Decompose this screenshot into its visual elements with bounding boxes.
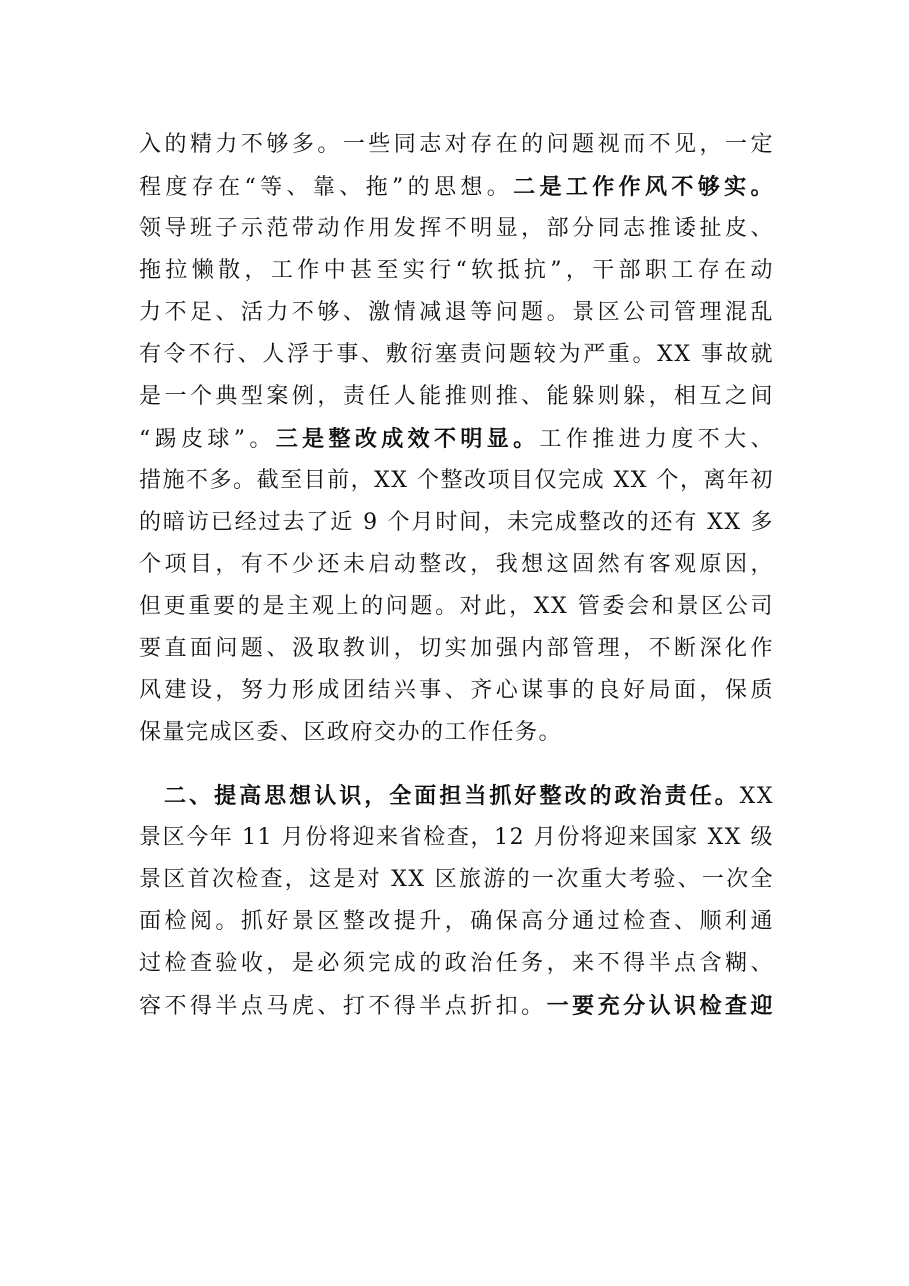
text-line bbox=[139, 334, 774, 376]
text-run: 拖拉懒散，工作中甚至实行“软抵抗”，干部职工存在动 bbox=[139, 258, 774, 283]
text-line bbox=[139, 208, 774, 250]
text-run: 程度存在“等、靠、拖”的思想。 bbox=[139, 175, 514, 200]
text-run: 景区首次检查，这是对 XX 区旅游的一次重大考验、一次全 bbox=[139, 867, 774, 892]
text-run: 工作推进力度不大、 bbox=[539, 427, 774, 452]
paragraph-1 bbox=[139, 124, 774, 754]
text-line bbox=[139, 859, 774, 901]
text-run: 入的精力不够多。一些同志对存在的问题视而不见，一定 bbox=[139, 132, 774, 157]
text-line bbox=[139, 502, 774, 544]
text-run: 力不足、活力不够、激情减退等问题。景区公司管理混乱 bbox=[139, 300, 774, 325]
paragraph-2 bbox=[139, 775, 774, 1027]
text-line bbox=[139, 775, 774, 817]
text-line bbox=[139, 460, 774, 502]
text-run: 个项目，有不少还未启动整改，我想这固然有客观原因， bbox=[139, 552, 774, 577]
text-line bbox=[139, 544, 774, 586]
text-line bbox=[139, 712, 774, 754]
bold-text-run: 一要充分认识检查迎 bbox=[546, 993, 774, 1019]
bold-text-run: 二、提高思想认识，全面担当抓好整改的政治责任。 bbox=[139, 783, 740, 809]
text-line bbox=[139, 418, 774, 460]
text-run: 的暗访已经过去了近 9 个月时间，未完成整改的还有 XX 多 bbox=[139, 510, 774, 535]
text-run: 领导班子示范带动作用发挥不明显，部分同志推诿扯皮、 bbox=[139, 216, 774, 241]
text-run: 要直面问题、汲取教训，切实加强内部管理，不断深化作 bbox=[139, 636, 774, 661]
text-line bbox=[139, 124, 774, 166]
text-line bbox=[139, 250, 774, 292]
text-run: 是一个典型案例，责任人能推则推、能躲则躲，相互之间 bbox=[139, 384, 774, 409]
text-run: 容不得半点马虎、打不得半点折扣。 bbox=[139, 994, 547, 1019]
text-line bbox=[139, 901, 774, 943]
bold-text-run: 三是整改成效不明显。 bbox=[275, 426, 540, 452]
text-run: 有令不行、人浮于事、敷衍塞责问题较为严重。XX 事故就 bbox=[139, 342, 774, 367]
text-run: 但更重要的是主观上的问题。对此，XX 管委会和景区公司 bbox=[139, 594, 774, 619]
text-line bbox=[139, 166, 774, 208]
text-line bbox=[139, 817, 774, 859]
text-run: 措施不多。截至目前，XX 个整改项目仅完成 XX 个，离年初 bbox=[139, 468, 774, 493]
text-run: 面检阅。抓好景区整改提升，确保高分通过检查、顺利通 bbox=[139, 909, 774, 934]
bold-text-run: 二是工作作风不够实。 bbox=[513, 174, 774, 200]
text-run: 风建设，努力形成团结兴事、齐心谋事的良好局面，保质 bbox=[139, 678, 774, 703]
text-line bbox=[139, 292, 774, 334]
text-run: 保量完成区委、区政府交办的工作任务。 bbox=[139, 720, 563, 745]
text-line bbox=[139, 586, 774, 628]
text-line bbox=[139, 376, 774, 418]
text-run: 过检查验收，是必须完成的政治任务，来不得半点含糊、 bbox=[139, 951, 774, 976]
document-body bbox=[139, 124, 774, 1027]
text-run: “踢皮球”。 bbox=[139, 427, 276, 452]
text-line bbox=[139, 985, 774, 1027]
text-line bbox=[139, 628, 774, 670]
text-run: XX bbox=[739, 784, 774, 809]
text-run: 景区今年 11 月份将迎来省检查，12 月份将迎来国家 XX 级 bbox=[139, 825, 774, 850]
text-line bbox=[139, 943, 774, 985]
text-line bbox=[139, 670, 774, 712]
